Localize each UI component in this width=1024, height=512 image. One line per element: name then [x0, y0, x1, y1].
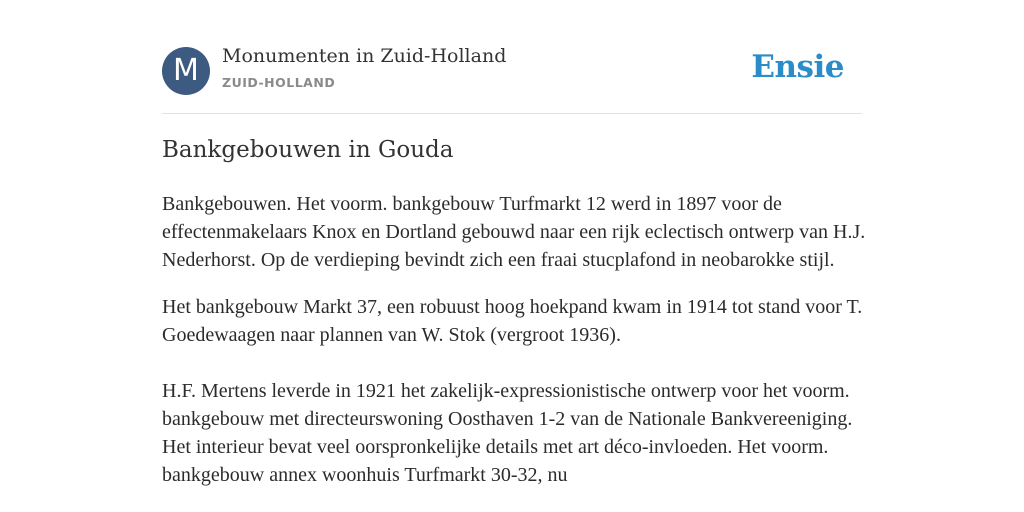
site-header	[162, 0, 862, 114]
article-title: Bankgebouwen in Gouda	[162, 137, 454, 163]
article-paragraph: Het bankgebouw Markt 37, een robuust hoog hoekpand kwam in 1914 tot stand voor T. Goedewaagen naar plannen van W. Stok (vergroot 1936).	[162, 296, 863, 346]
site-subtitle[interactable]: ZUID-HOLLAND	[222, 75, 336, 90]
avatar[interactable]: M	[162, 47, 210, 95]
article-paragraph: Bankgebouwen. Het voorm. bankgebouw Turfmarkt 12 werd in 1897 voor de effectenmakelaars Knox en Dortland gebouwd naar een rijk eclectisch ontwerp van H.J. Nederhorst. Op de verdieping bevindt zich een fraai stucplafond in neobarokke stijl.	[162, 193, 866, 271]
article-paragraph: H.F. Mertens leverde in 1921 het zakelijk-expressionistische ontwerp voor het voorm. bankgebouw met directeurswoning Oosthaven 1-2 van de Nationale Bankvereeniging. Het interieur bevat veel oorspronkelijke details met art déco-invloeden. Het voorm. bankgebouw annex woonhuis Turfmarkt 30-32, nu	[162, 380, 853, 486]
ensie-logo[interactable]: Ensie	[751, 49, 844, 85]
article-body	[162, 190, 882, 489]
site-title[interactable]: Monumenten in Zuid-Holland	[222, 45, 507, 67]
page-container	[162, 0, 866, 486]
